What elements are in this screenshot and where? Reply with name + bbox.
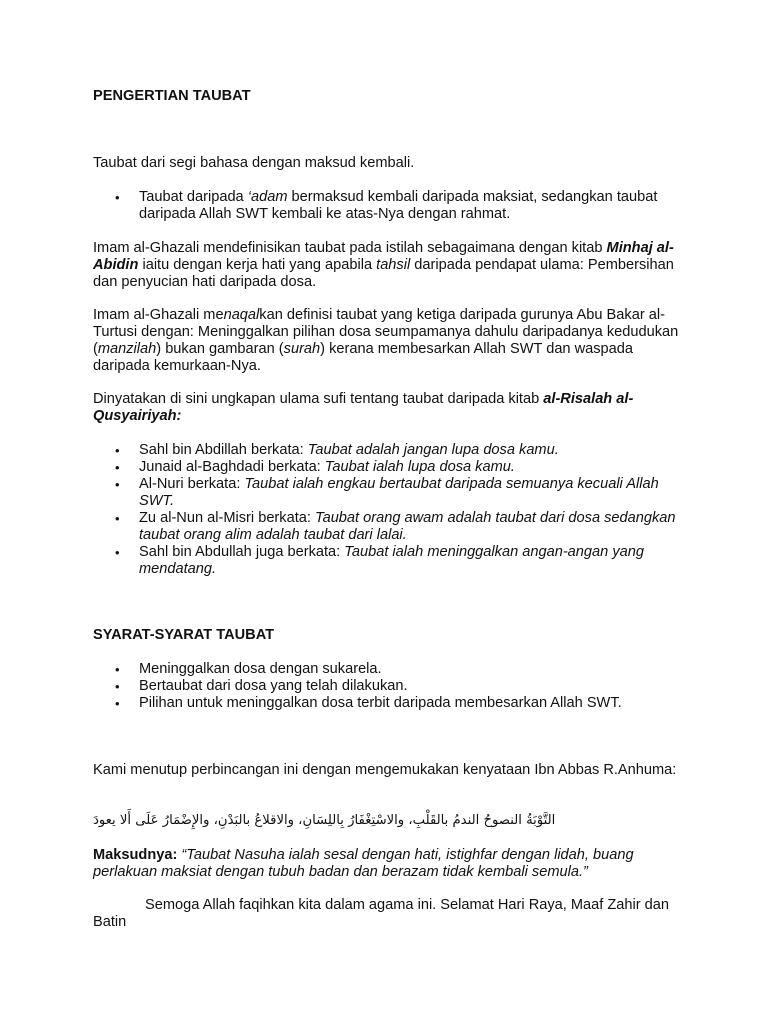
list-item: • Junaid al-Baghdadi berkata: Taubat ialah lupa dosa kamu. xyxy=(93,459,683,476)
list-item: • Zu al-Nun al-Misri berkata: Taubat orang awam adalah taubat dari dosa sedangkan taubat orang alim adalah taubat dari lalai. xyxy=(93,510,683,544)
list-item: • Taubat daripada ‘adam bermaksud kembali daripada maksiat, sedangkan taubat daripada Allah SWT kembali ke atas-Nya dengan rahmat. xyxy=(93,189,683,223)
list-item: • Sahl bin Abdillah berkata: Taubat adalah jangan lupa dosa kamu. xyxy=(93,442,683,459)
paragraph-ghazali-naqal: Imam al-Ghazali menaqalkan definisi taubat yang ketiga daripada gurunya Abu Bakar al-Turtusi dengan: Meninggalkan pilihan dosa seumpamanya dahulu daripadanya kedudukan (manzilah) bukan gambaran (surah) kerana membesarkan Allah SWT dan waspada daripada kemurkaan-Nya. xyxy=(93,307,679,374)
paragraph-penutup: Kami menutup perbincangan ini dengan mengemukakan kenyataan Ibn Abbas R.Anhuma: xyxy=(93,762,677,778)
list-item: • Meninggalkan dosa dengan sukarela. xyxy=(93,661,683,678)
list-adam xyxy=(93,189,683,223)
arabic-quote: التَّوْبَةُ النصوحُ الندمُ بالقَلْبِ، والاسْتِغْفَارُ بِاللِسَانِ، والاقلاعُ بالبَدْنِ، والإِضْمَارُ عَلَى أَلا يعودَ xyxy=(93,813,556,828)
heading-pengertian-taubat: PENGERTIAN TAUBAT xyxy=(93,88,251,104)
book-title: al-Risalah al-Qusyairiyah: xyxy=(93,391,634,424)
list-sayings xyxy=(93,442,683,578)
list-item: • Al-Nuri berkata: Taubat ialah engkau bertaubat daripada semuanya kecuali Allah SWT. xyxy=(93,476,683,510)
paragraph-ghazali-definition: Imam al-Ghazali mendefinisikan taubat pada istilah sebagaimana dengan kitab Minhaj al-Abidin iaitu dengan kerja hati yang apabila tahsil daripada pendapat ulama: Pembersihan dan penyucian hati daripada dosa. xyxy=(93,240,674,290)
list-item: • Sahl bin Abdullah juga berkata: Taubat ialah meninggalkan angan-angan yang mendatang. xyxy=(93,544,683,578)
book-title: Minhaj al-Abidin xyxy=(93,240,674,273)
paragraph-bahasa: Taubat dari segi bahasa dengan maksud kembali. xyxy=(93,155,415,171)
heading-syarat-taubat: SYARAT-SYARAT TAUBAT xyxy=(93,627,275,643)
list-syarat xyxy=(93,661,683,712)
list-item: • Bertaubat dari dosa yang telah dilakukan. xyxy=(93,678,683,695)
paragraph-risalah: Dinyatakan di sini ungkapan ulama sufi tentang taubat daripada kitab al-Risalah al-Qusyairiyah: xyxy=(93,391,634,424)
paragraph-closing: Semoga Allah faqihkan kita dalam agama ini. Selamat Hari Raya, Maaf Zahir dan Batin xyxy=(93,897,670,930)
list-item: • Pilihan untuk meninggalkan dosa terbit daripada membesarkan Allah SWT. xyxy=(93,695,683,712)
paragraph-maksud: Maksudnya: “Taubat Nasuha ialah sesal dengan hati, istighfar dengan lidah, buang perlakuan maksiat dengan tubuh badan dan berazam tidak kembali semula.” xyxy=(93,847,634,880)
